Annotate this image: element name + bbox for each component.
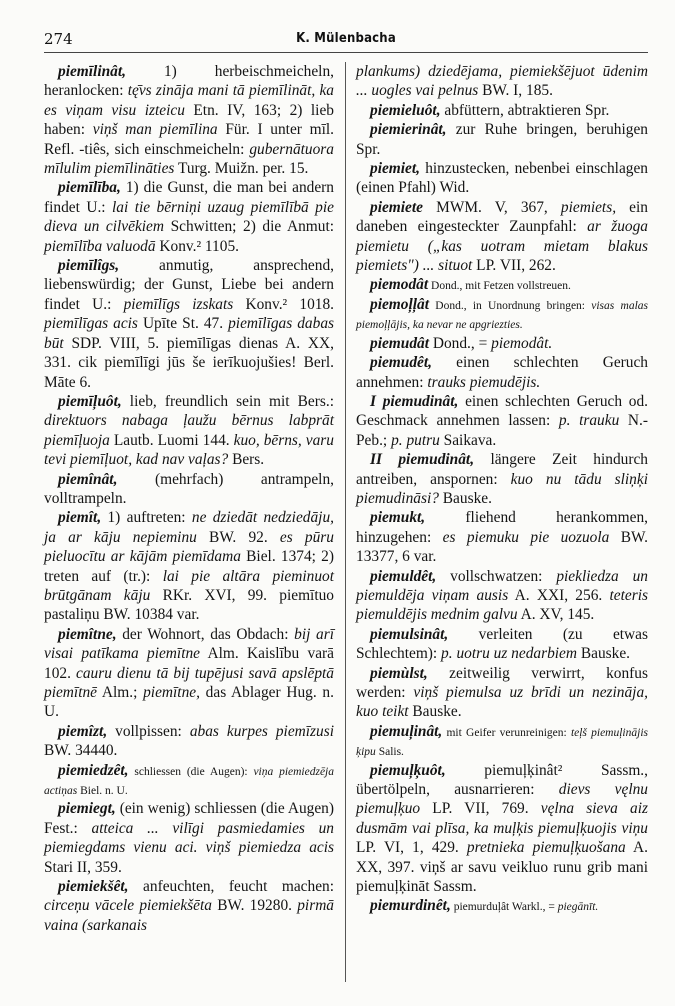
- example-text: bij arī visai patīkama piemītne: [44, 625, 334, 663]
- definition-text: der Wohnort, das Obdach:: [116, 625, 295, 643]
- source-reference: RKr. XVI, 99. piemītuo pastaliņu BW. 10384 var.: [44, 586, 334, 624]
- dictionary-entry: [356, 334, 648, 353]
- headword: piemiet,: [370, 160, 421, 178]
- definition-text: Dond., in Unordnung bringen:: [429, 299, 592, 312]
- example-text: plankums) dziedējama, piemiekšējuot ūdenim ... uogles vai pelnus: [356, 63, 648, 100]
- headword: piemīlîgs,: [58, 257, 120, 275]
- dictionary-entry: [44, 470, 334, 509]
- source-reference: Schwitten; 2) die Anmut:: [164, 218, 334, 236]
- dictionary-entry: [44, 722, 334, 761]
- headword: piemurdinêt,: [370, 897, 451, 915]
- source-reference: Turg. Muižn. per. 15.: [174, 160, 309, 178]
- headword: piemùlst,: [370, 664, 428, 682]
- headword: piemuļķuôt,: [370, 761, 446, 779]
- source-reference: Stari II, 359.: [44, 858, 122, 876]
- headword: piemudêt,: [370, 354, 432, 372]
- source-reference: das Ablager Hug. n. U.: [44, 684, 334, 721]
- example-text: gubernātuora mīlulim piemīlināties: [44, 140, 334, 178]
- headword: piemuļinât,: [370, 722, 443, 740]
- source-reference: Etn. IV, 163; 2) lieb haben:: [44, 101, 334, 139]
- headword: piemīļuôt,: [58, 392, 122, 410]
- dictionary-entry: [44, 178, 334, 256]
- example-text: es piemuku pie uozuola: [442, 528, 610, 546]
- running-title: K. Mülenbacha: [296, 31, 396, 46]
- headword: piemîtne,: [58, 625, 117, 643]
- example-text: teļš piemuļinājis ķipu: [356, 726, 648, 759]
- source-reference: SDP. VIII, 5. piemīlīgas dienas A. XX, 331. cik piemīlīgi jūs še ierīkuojušies! Berl. Māte 6.: [44, 334, 334, 391]
- headword: piemodât: [370, 276, 429, 294]
- source-reference: BW. 34440.: [44, 742, 118, 760]
- source-reference: Bauske.: [577, 645, 631, 663]
- example-text: piemīlība valuodā: [44, 237, 156, 255]
- source-reference: BW. 19280.: [211, 897, 298, 915]
- source-reference: Bauske.: [438, 489, 492, 507]
- dictionary-entry: [356, 353, 648, 392]
- dictionary-entry: [44, 392, 334, 470]
- example-text: pretnieka piemuļķuošana: [466, 839, 626, 857]
- source-reference: A. XXI, 256.: [508, 586, 610, 604]
- definition-text: (ein wenig) schliessen (die Augen) Fest.:: [44, 800, 334, 837]
- example-text: tę̄vs zināja mani tā piemīlināt, ka es viņam visu izteicu: [44, 82, 334, 119]
- example-text: p. putru: [391, 431, 440, 449]
- dictionary-entry: [356, 567, 648, 625]
- headword: II piemudinât,: [370, 451, 475, 469]
- source-reference: Bers.: [228, 451, 265, 469]
- example-text: direktuors nabaga ļaužu bērnus labprāt piemīļuoja: [44, 412, 334, 449]
- definition-text: 1) die Gunst, die man bei andern findet U.:: [44, 179, 334, 216]
- running-header: [44, 30, 648, 53]
- dictionary-entry: [356, 664, 648, 722]
- right-column: [356, 62, 648, 916]
- definition-text: verleiten (zu etwas Schlechtem):: [356, 625, 648, 663]
- example-text: ne dziedāt nedziedāju, ja ar kāju nepieminu: [44, 509, 334, 546]
- headword: piemît,: [58, 509, 102, 527]
- source-reference: N.-Peb.;: [356, 412, 649, 449]
- dictionary-entry: [356, 625, 648, 664]
- example-text: ar žuoga piemietu („kas uotram mietam blakus piemiets") ... situot: [356, 218, 648, 275]
- definition-text: hinzustecken, nebenbei einschlagen (einen Pfahl) Wid.: [356, 160, 648, 197]
- headword: piemudât: [370, 334, 429, 352]
- headword: piemîzt,: [58, 722, 108, 740]
- example-text: viņa piemiedzēja actiņas: [44, 765, 334, 798]
- dictionary-entry: [44, 799, 334, 877]
- source-reference: BW. I, 185.: [478, 82, 553, 100]
- example-text: p. uotru uz nedarbiem: [441, 645, 577, 663]
- headword: piemiete: [370, 198, 423, 216]
- definition-text: anmutig, ansprechend, liebenswürdig; der Gunst, Liebe bei andern findet U.:: [44, 257, 334, 313]
- example-text: viņš piemulsa uz brīdi un nezināja, kuo teikt: [356, 684, 648, 721]
- definition-text: 1) herbeischmeicheln, heranlocken:: [44, 63, 334, 100]
- dictionary-entry: [44, 256, 334, 392]
- left-column: [44, 62, 334, 935]
- column-divider: [345, 62, 346, 982]
- example-text: atteica ... vilīgi pasmiedamies un piemiegdams vienu aci. viņš piemiedza acis: [44, 819, 334, 857]
- definition-text: fliehend herankommen, hinzugehen:: [356, 509, 648, 546]
- dictionary-entry: [44, 877, 334, 935]
- dictionary-entry: [44, 761, 334, 800]
- example-text: circeņu vācele piemiekšēta: [44, 897, 212, 915]
- definition-text: 1) auftreten:: [101, 509, 192, 527]
- source-reference: Biel. 1374; 2) treten auf (tr.):: [44, 548, 335, 585]
- source-reference: LP. VII, 769.: [420, 800, 541, 818]
- headword: piemulsinât,: [370, 625, 449, 643]
- example-text: lai pie altāra pieminuot brūtgānam kāju: [44, 567, 334, 604]
- example-text: kuo nu tādu sliņķi piemudināsi?: [356, 470, 648, 507]
- source-reference: Alm.;: [97, 684, 144, 701]
- headword: piemuldêt,: [370, 567, 437, 585]
- dictionary-entry: [44, 625, 334, 722]
- headword: piemīlinât,: [58, 63, 126, 80]
- example-text: visas malas piemoļļājis, ka nevar ne apgriezties.: [356, 299, 648, 332]
- example-text: dievs vęlnu piemuļķuo: [356, 781, 648, 818]
- definition-text: Dond., =: [429, 334, 492, 352]
- dictionary-entry: [356, 62, 648, 101]
- source-reference: Konv.² 1105.: [155, 237, 239, 255]
- source-reference: Biel. n. U.: [77, 785, 128, 798]
- definition-text: MWM. V, 367,: [423, 198, 561, 216]
- dictionary-entry: [44, 508, 334, 624]
- definition-text: mit Geifer verunreinigen:: [442, 726, 571, 739]
- example-text: piemītne,: [143, 684, 200, 701]
- dictionary-entry: [356, 722, 648, 761]
- dictionary-entry: [356, 896, 648, 915]
- example-text: cauru dienu tā bij tupējusi savā apslēptā piemītnē: [44, 664, 334, 701]
- dictionary-entry: [356, 275, 648, 294]
- headword: I piemudinât,: [370, 392, 459, 410]
- dictionary-entry: [356, 450, 648, 508]
- example-text: piemīlīgas acis: [44, 315, 138, 333]
- source-reference: A. XV, 145.: [517, 606, 595, 624]
- headword: piemoļļât: [370, 295, 429, 313]
- source-reference: BW. 13377, 6 var.: [356, 528, 648, 566]
- example-text: piemīlīgas dabas būt: [44, 315, 334, 352]
- dictionary-entry: [356, 761, 648, 897]
- definition-text: Dond., mit Fetzen vollstreuen.: [428, 280, 571, 293]
- example-text: teteris piemuldējis mednim galvu: [356, 586, 648, 624]
- example-text: p. trauku: [558, 412, 620, 430]
- source-reference: Salis.: [375, 746, 404, 759]
- example-text: kuo, bērns, varu tevi piemīļuot, kad nav vaļas?: [44, 431, 334, 469]
- example-text: abas kurpes piemīzusi: [189, 722, 335, 740]
- source-reference: LP. VI, 1, 429.: [356, 839, 467, 857]
- source-reference: Für. I unter mīl. Refl. -tiês, sich einschmeicheln:: [44, 121, 334, 158]
- example-text: piemīlīgs izskats: [123, 295, 234, 313]
- source-reference: LP. VII, 262.: [472, 257, 556, 275]
- definition-text: abfüttern, abtraktieren Spr.: [440, 101, 610, 119]
- definition-text: lieb, freundlich sein mit Bers.:: [121, 392, 334, 410]
- headword: piemiekšêt,: [58, 878, 129, 896]
- source-reference: Konv.² 1018.: [233, 295, 334, 313]
- example-text: piemodât.: [491, 334, 553, 352]
- source-reference: A. XX, 397. viņš ar savu veikluo runu grib mani piemuļķināt Sassm.: [356, 839, 648, 896]
- definition-text: schliessen (die Augen):: [128, 765, 254, 778]
- example-text: piekliedza un piemuldēja viņam ausis: [356, 567, 648, 604]
- definition-text: anfeuchten, feucht machen:: [128, 878, 334, 896]
- headword: piemierinât,: [370, 121, 447, 139]
- dictionary-entry: [356, 508, 648, 566]
- definition-text: zeitweilig verwirrt, konfus werden:: [356, 664, 648, 701]
- headword: piemieluôt,: [370, 101, 441, 119]
- source-reference: BW. 92.: [196, 528, 280, 546]
- source-reference: ein daneben eingesteckter Zaunpfahl:: [356, 198, 648, 236]
- source-reference: Upīte St. 47.: [137, 315, 229, 333]
- definition-text: einen schlechten Geruch od. Geschmack annehmen lassen:: [356, 392, 648, 430]
- definition-text: (mehrfach) antrampeln, volltrampeln.: [44, 470, 334, 507]
- dictionary-entry: [356, 295, 648, 334]
- example-text: piegānīt.: [557, 901, 599, 914]
- example-text: trauks piemudējis.: [427, 373, 541, 391]
- example-text: viņš man piemīlina: [92, 121, 218, 139]
- dictionary-entry: [356, 159, 648, 198]
- dictionary-entry: [356, 120, 648, 159]
- headword: piemînât,: [58, 470, 118, 488]
- headword: piemiedzêt,: [58, 761, 129, 779]
- source-reference: Saikava.: [439, 431, 497, 449]
- example-text: lai tie bērniņi uzaug piemīlībā pie dieva un cilvēkiem: [44, 198, 334, 236]
- dictionary-entry: [44, 62, 334, 178]
- headword: piemukt,: [370, 509, 426, 527]
- source-reference: Alm. Kaislību varā 102.: [44, 645, 334, 682]
- definition-text: vollschwatzen:: [436, 567, 557, 585]
- example-text: pirmā vaina (sarkanais: [44, 897, 335, 934]
- dictionary-entry: [356, 392, 648, 450]
- example-text: es pūru pieluocītu ar kājām piemīdama: [44, 528, 334, 566]
- page-number: 274: [44, 30, 73, 48]
- example-text: vęlna sieva aiz dusmām vai plīsa, ka muļķis piemuļķuojis viņu: [356, 800, 648, 837]
- definition-text: zur Ruhe bringen, beruhigen Spr.: [356, 121, 648, 158]
- example-text: piemiets,: [560, 198, 617, 216]
- definition-text: piemurduļât Warkl., =: [450, 901, 558, 914]
- headword: piemīlība,: [58, 179, 121, 197]
- definition-text: piemuļķinât² Sassm., übertölpeln, ausnarrieren:: [356, 761, 648, 799]
- source-reference: Bauske.: [408, 703, 462, 721]
- definition-text: einen schlechten Geruch annehmen:: [356, 354, 648, 391]
- definition-text: längere Zeit hindurch antreiben, anspornen:: [356, 451, 649, 488]
- headword: piemiegt,: [58, 800, 116, 818]
- dictionary-entry: [356, 198, 648, 276]
- definition-text: vollpissen:: [107, 722, 190, 740]
- source-reference: Lautb. Luomi 144.: [109, 431, 234, 449]
- dictionary-entry: [356, 101, 648, 120]
